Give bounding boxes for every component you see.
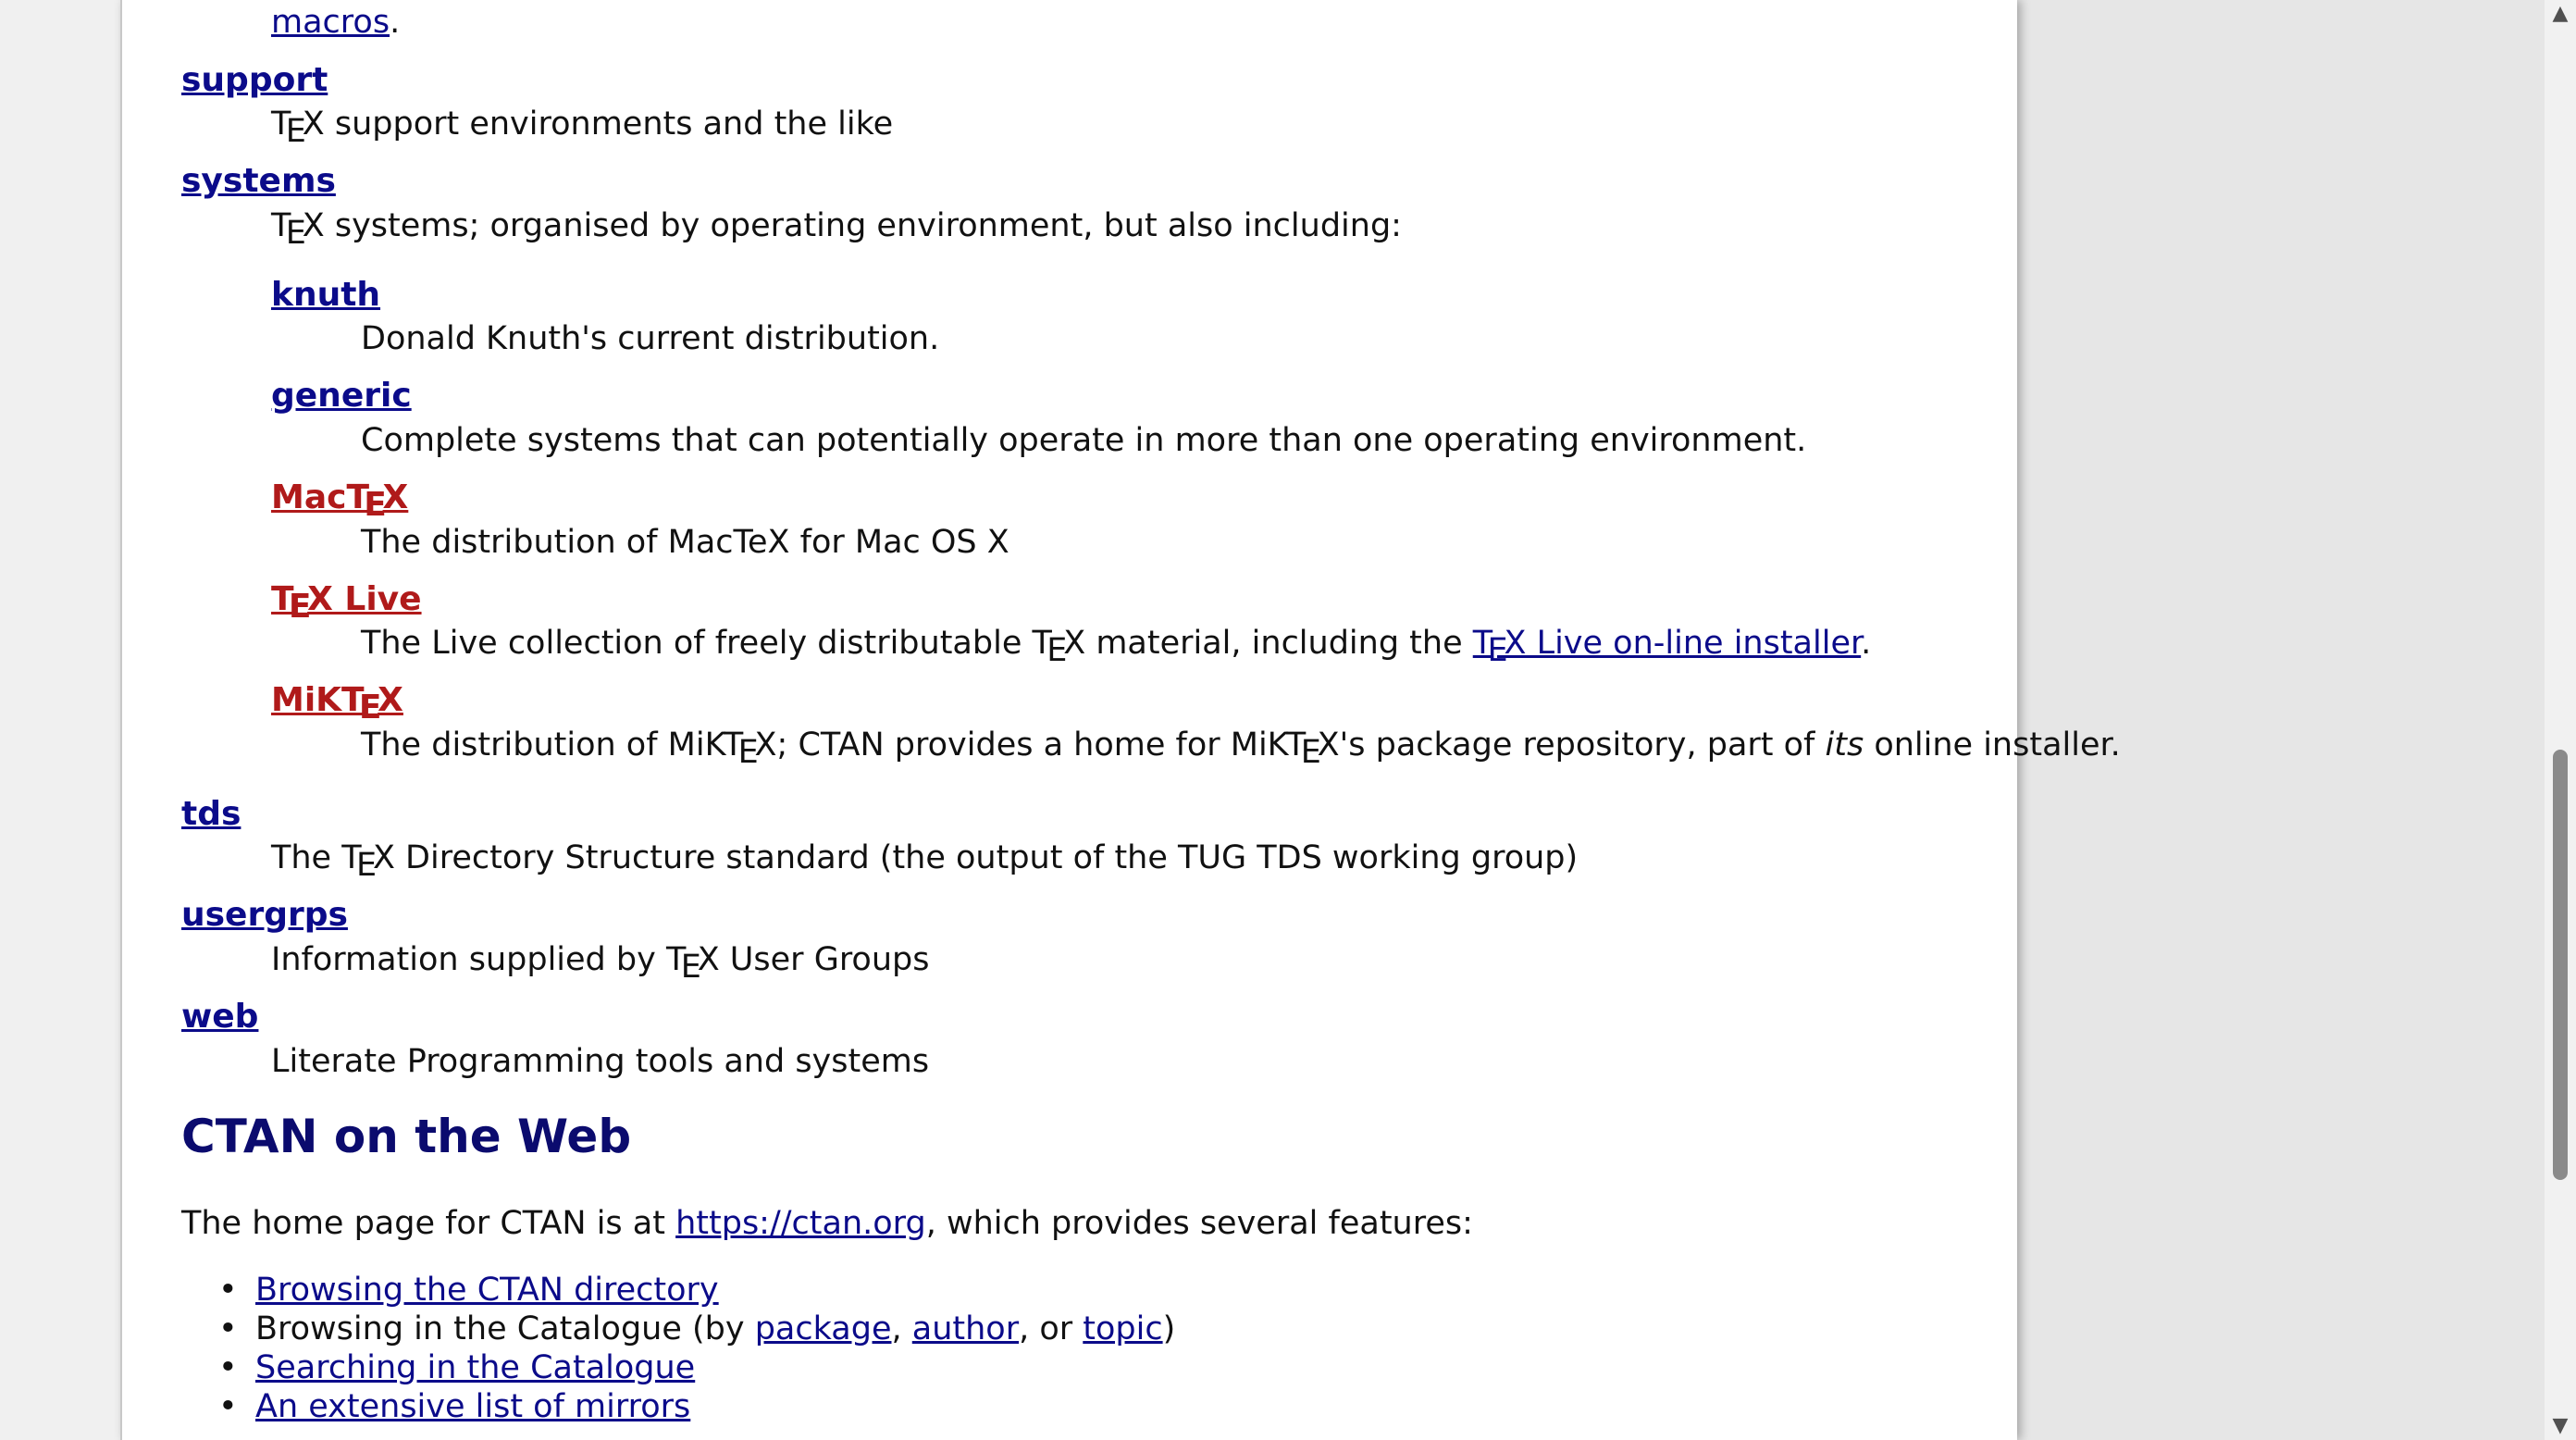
miktex-desc-d: online installer.	[1864, 726, 2121, 763]
texlive-tail: X Live	[307, 580, 422, 618]
tex-e: E	[285, 112, 306, 150]
list-item	[218, 1349, 696, 1386]
scroll-up-arrow-icon[interactable]: ▲	[2552, 2, 2569, 25]
intro-tail: , which provides several features:	[925, 1205, 1473, 1242]
tex-e: E	[1300, 733, 1321, 771]
list-item	[218, 1310, 1176, 1347]
search-catalogue-link[interactable]: Searching in the Catalogue	[255, 1349, 696, 1386]
mirrors-list-link[interactable]: An extensive list of mirrors	[255, 1388, 691, 1425]
tex-e: E	[680, 948, 701, 986]
bullet-dot: •	[218, 1272, 238, 1309]
tds-desc-tail: X Directory Structure standard (the output of the TUG TDS working group)	[372, 839, 1579, 876]
catalogue-author-link[interactable]: author	[911, 1310, 1020, 1347]
catalogue-package-link[interactable]: package	[754, 1310, 892, 1347]
term-knuth-link[interactable]: knuth	[271, 276, 381, 314]
list-item	[218, 1388, 691, 1425]
texlive-installer-link[interactable]	[1472, 625, 1862, 669]
desc-systems	[271, 207, 1402, 252]
desc-knuth: Donald Knuth's current distribution.	[361, 320, 940, 357]
tex-t: T	[271, 106, 291, 143]
mactex-tail: X	[382, 478, 409, 516]
tex-e: E	[737, 733, 759, 771]
tex-e: E	[356, 846, 378, 884]
term-mactex-link[interactable]	[271, 478, 409, 524]
tds-desc-head: The T	[271, 839, 362, 876]
macros-tail: .	[390, 4, 401, 41]
bullet-dot: •	[218, 1310, 238, 1347]
intro-paragraph	[181, 1205, 1473, 1242]
window-left-margin	[0, 0, 120, 1440]
browse-directory-link[interactable]: Browsing the CTAN directory	[255, 1272, 719, 1309]
usergrps-desc-head: Information supplied by T	[271, 941, 687, 978]
desc-texlive	[361, 625, 1872, 669]
tex-e: E	[1487, 631, 1508, 669]
tex-e: E	[1046, 631, 1068, 669]
prev-entry-tail	[271, 4, 400, 41]
texlive-desc-head: The Live collection of freely distributable T	[361, 625, 1052, 662]
section-heading-ctan-on-the-web: CTAN on the Web	[181, 1110, 632, 1163]
sep: , or	[1019, 1310, 1084, 1347]
desc-miktex	[361, 726, 2121, 771]
tex-e: E	[288, 587, 312, 626]
texlive-link-tail: X Live on-line installer	[1504, 625, 1862, 662]
close-paren: )	[1162, 1310, 1176, 1347]
mactex-head: MacT	[271, 478, 370, 516]
miktex-desc-b: X; CTAN provides a home for MiKT	[754, 726, 1307, 763]
desc-systems-text: X systems; organised by operating environment, but also including:	[302, 207, 1402, 244]
miktex-head: MiKT	[271, 681, 365, 719]
term-support-link[interactable]: support	[181, 61, 328, 99]
catalogue-topic-link[interactable]: topic	[1083, 1310, 1163, 1347]
tex-t: T	[271, 580, 294, 618]
vertical-scrollbar[interactable]	[2545, 0, 2576, 1440]
term-usergrps-link[interactable]: usergrps	[181, 896, 348, 934]
desc-web: Literate Programming tools and systems	[271, 1043, 930, 1080]
tex-t: T	[1472, 625, 1493, 662]
bullet-dot: •	[218, 1349, 238, 1386]
tex-e: E	[358, 688, 382, 726]
miktex-desc-em: its	[1825, 726, 1864, 763]
tex-t: T	[271, 207, 291, 244]
sep: ,	[891, 1310, 912, 1347]
desc-usergrps	[271, 941, 930, 986]
term-generic-link[interactable]: generic	[271, 377, 412, 415]
term-miktex-link[interactable]	[271, 681, 403, 726]
document-page	[120, 0, 2121, 1440]
term-systems-link[interactable]: systems	[181, 162, 336, 200]
texlive-desc-end: .	[1861, 625, 1872, 662]
scrollbar-thumb[interactable]	[2553, 750, 2568, 1180]
usergrps-desc-tail: X User Groups	[697, 941, 930, 978]
desc-tds	[271, 839, 1579, 884]
tex-e: E	[364, 485, 387, 524]
bullet-dot: •	[218, 1388, 238, 1425]
term-tds-link[interactable]: tds	[181, 795, 242, 833]
tex-e: E	[285, 214, 306, 252]
scroll-down-arrow-icon[interactable]: ▼	[2552, 1414, 2569, 1437]
macros-link[interactable]: macros	[271, 4, 390, 41]
list-item	[218, 1272, 719, 1309]
window-right-margin	[2015, 0, 2545, 1440]
browse-catalogue-text: Browsing in the Catalogue (by	[255, 1310, 755, 1347]
term-web-link[interactable]: web	[181, 998, 259, 1036]
ctan-home-link[interactable]: https://ctan.org	[675, 1205, 926, 1242]
desc-support-text: X support environments and the like	[302, 106, 894, 143]
miktex-desc-a: The distribution of MiKT	[361, 726, 744, 763]
term-texlive-link[interactable]	[271, 580, 422, 626]
intro-head: The home page for CTAN is at	[181, 1205, 676, 1242]
desc-generic: Complete systems that can potentially operate in more than one operating environment.	[361, 422, 1807, 459]
desc-mactex: The distribution of MacTeX for Mac OS X	[361, 524, 1009, 561]
texlive-desc-mid: X material, including the	[1063, 625, 1473, 662]
miktex-tail: X	[378, 681, 403, 719]
miktex-desc-c: X's package repository, part of	[1317, 726, 1826, 763]
desc-support	[271, 106, 894, 150]
